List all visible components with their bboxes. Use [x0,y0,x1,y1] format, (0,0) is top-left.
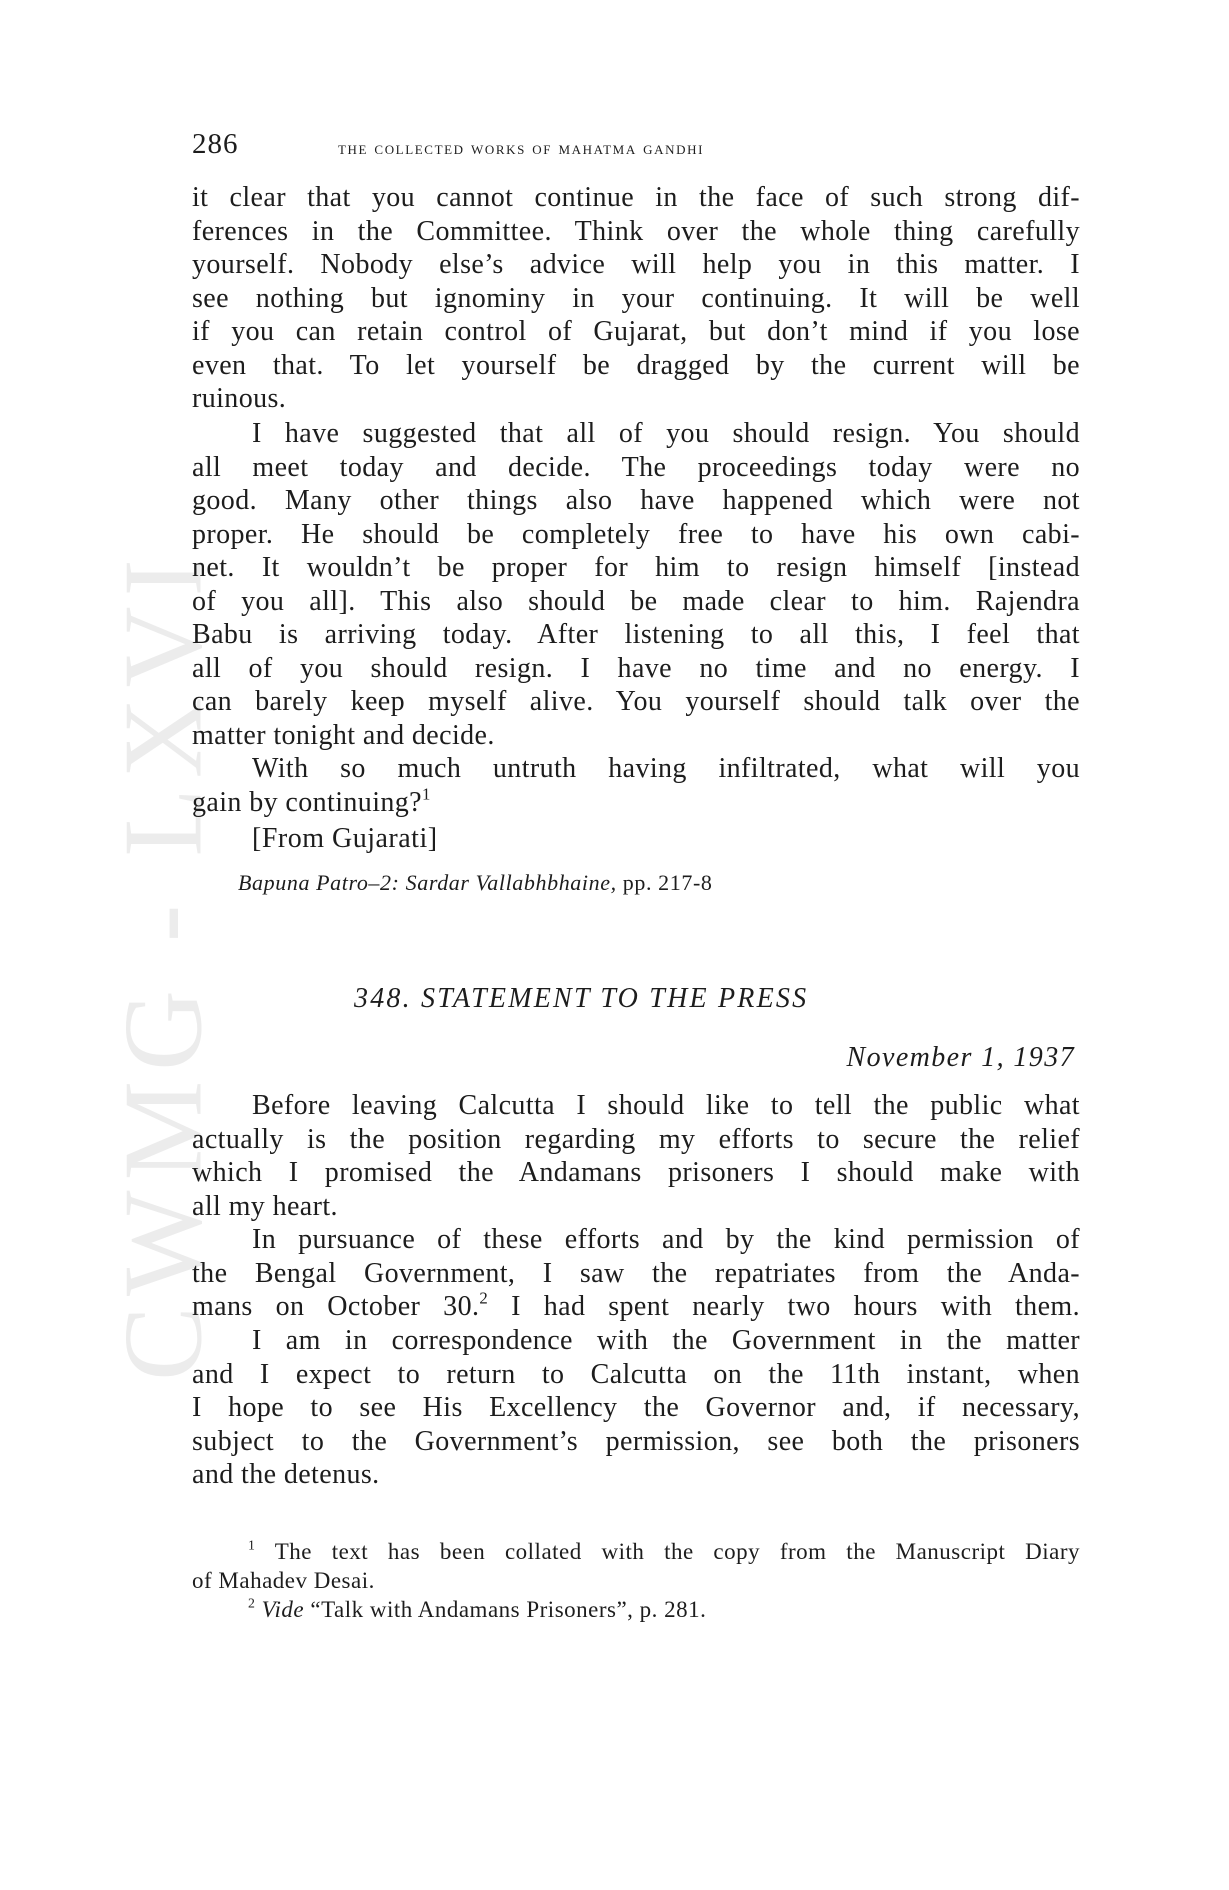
text-line: the Bengal Government, I saw the repatriates from the Anda- [192,1257,1080,1289]
footnote-1 [192,1537,1080,1566]
text-line: ruinous. [192,383,287,414]
text-line: see nothing but ignominy in your continuing. It will be well [192,282,1080,314]
statement-paragraph-2 [192,1223,1080,1324]
text-line: net. It wouldn’t be proper for him to resign himself [instead [192,552,1080,583]
text-line: can barely keep myself alive. You yourself should talk over the [192,686,1080,717]
footnote-2 [192,1595,1080,1624]
letter-paragraph-3 [192,752,1080,819]
text-line [192,783,1080,820]
text-line: of you all]. This also should be made clear to him. Rajendra [192,585,1080,617]
text-line: it clear that you cannot continue in the face of such strong dif- [192,182,1080,213]
running-head: the collected works of mahatma gandhi [338,138,705,159]
section-date: November 1, 1937 [846,1042,1075,1073]
section-title: 348. STATEMENT TO THE PRESS [354,983,809,1014]
footnote-1-continued: of Mahadev Desai. [192,1568,375,1593]
text-fragment: gain by continuing? [192,786,423,818]
text-line: even that. To let yourself be dragged by the current will be [192,349,1080,381]
text-line: all my heart. [192,1190,338,1222]
text-line: Babu is arriving today. After listening to all this, I feel that [192,619,1080,650]
text-line: and I expect to return to Calcutta on the 11th instant, when [192,1358,1080,1390]
text-line: and the detenus. [192,1459,380,1490]
footnote-ref-2: 2 [479,1288,489,1308]
text-line: all of you should resign. I have no time and no energy. I [192,652,1080,684]
text-line: I am in correspondence with the Government in the matter [252,1325,1080,1356]
footnote-ref-1: 1 [422,783,431,803]
letter-paragraph-2 [192,417,1080,752]
source-citation [238,870,713,896]
footnote-vide: Vide [255,1597,305,1622]
text-fragment: I had spent nearly two hours with them. [488,1291,1080,1322]
text-line [192,1290,1080,1324]
text-line: proper. He should be completely free to have his own cabi- [192,518,1080,550]
text-line: I have suggested that all of you should resign. You should [252,418,1080,449]
statement-paragraph-3 [192,1324,1080,1492]
footnote-text: “Talk with Andamans Prisoners”, p. 281. [304,1597,707,1622]
text-line: In pursuance of these efforts and by the kind permission of [252,1224,1080,1255]
text-fragment: mans on October 30. [192,1291,480,1322]
footnote-marker-2: 2 [248,1595,256,1611]
page-number: 286 [192,128,239,160]
text-line: I hope to see His Excellency the Governor and, if necessary, [192,1392,1080,1423]
text-line: if you can retain control of Gujarat, but don’t mind if you lose [192,316,1080,347]
text-line: subject to the Government’s permission, see both the prisoners [192,1425,1080,1457]
text-line: Before leaving Calcutta I should like to tell the public what [252,1090,1080,1121]
source-language: [From Gujarati] [252,823,438,854]
text-line: actually is the position regarding my efforts to secure the relief [192,1123,1080,1155]
footnotes [192,1537,1080,1624]
page-header [192,128,1082,168]
text-line: yourself. Nobody else’s advice will help you in this matter. I [192,249,1080,280]
letter-paragraph-1 [192,181,1080,416]
text-line: ferences in the Committee. Think over the whole thing carefully [192,215,1080,247]
statement-paragraph-1 [192,1089,1080,1223]
text-line: With so much untruth having infiltrated, what will you [252,753,1080,784]
citation-title: Bapuna Patro–2: Sardar Vallabhbhaine, [238,870,617,895]
text-line: all meet today and decide. The proceedings today were no [192,451,1080,483]
footnote-marker-1: 1 [248,1537,256,1553]
svg-text:CWMG - LXVI: CWMG - LXVI [101,549,226,1381]
citation-pages: pp. 217-8 [622,870,713,895]
text-line: which I promised the Andamans prisoners I should make with [192,1157,1080,1188]
footnote-text: The text has been collated with the copy from the Manuscript Diary [255,1539,1080,1564]
text-line: matter tonight and decide. [192,719,495,751]
text-line: good. Many other things also have happened which were not [192,485,1080,516]
